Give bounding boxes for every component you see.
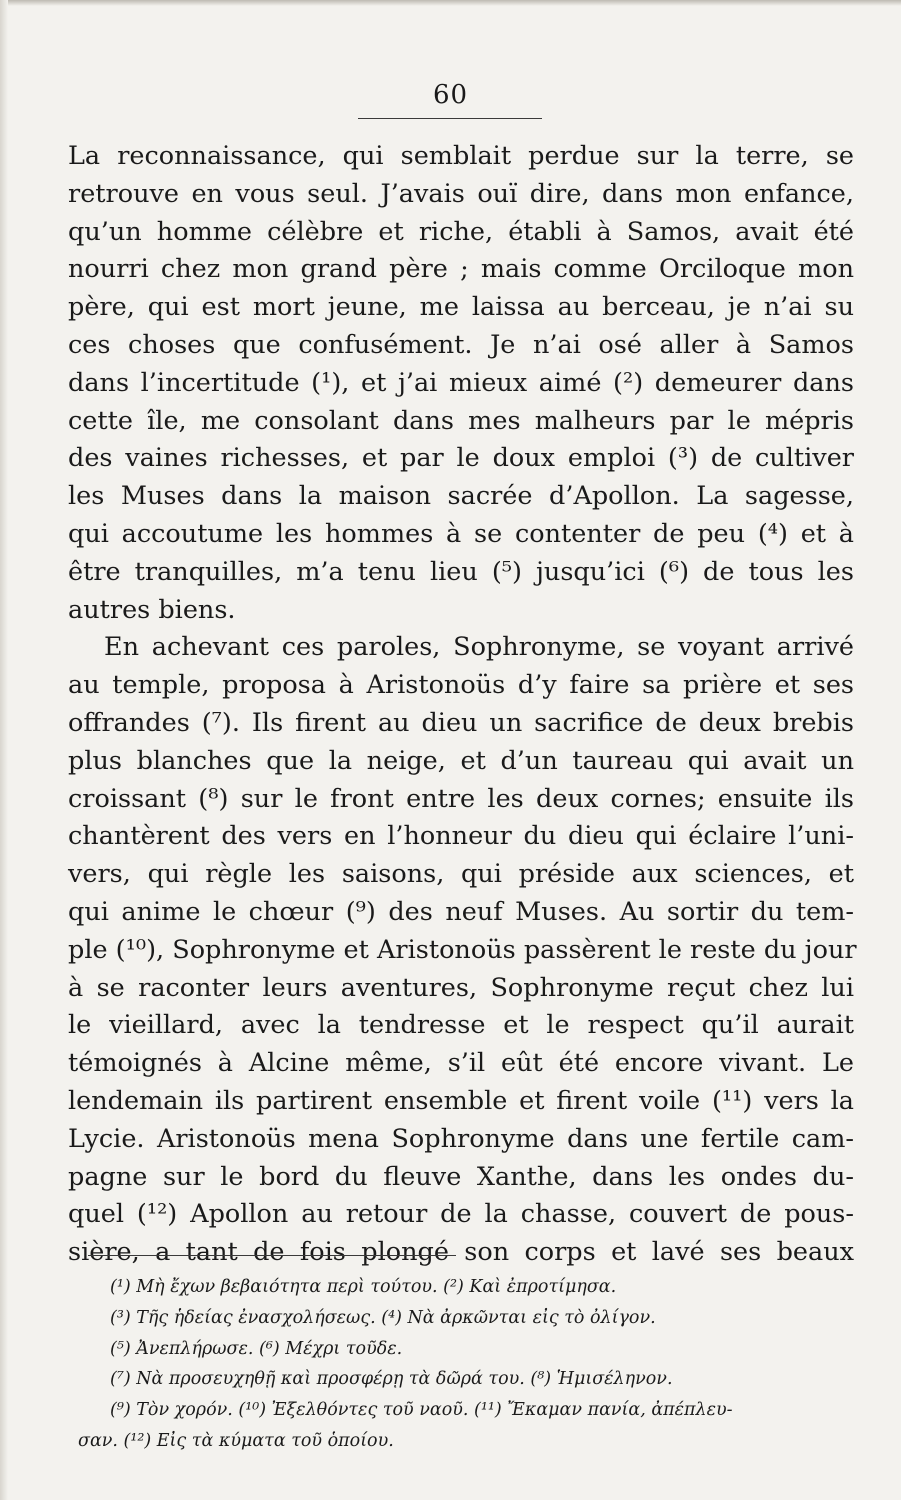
text-line: père, qui est mort jeune, me laissa au berceau, je n’ai su [68, 292, 854, 323]
footnotes [78, 1272, 858, 1457]
text-line: autres biens. [68, 594, 236, 625]
text-line: être tranquilles, m’a tenu lieu (⁵) jusqu’ici (⁶) de tous les [68, 556, 854, 587]
text-line: vers, qui règle les saisons, qui préside aux sciences, et [68, 859, 854, 890]
text-line: retrouve en vous seul. J’avais ouï dire, dans mon enfance, [68, 178, 854, 209]
footnote-line: (³) Τῆς ἡδείας ἐνασχολήσεως. (⁴) Νὰ ἀρκῶνται εἰς τὸ ὀλίγον. [110, 1307, 656, 1328]
text-line: pagne sur le bord du fleuve Xanthe, dans les ondes du- [68, 1161, 854, 1192]
text-line: plus blanches que la neige, et d’un taureau qui avait un [68, 745, 854, 776]
page-number: 60 [432, 80, 469, 110]
text-line: dans l’incertitude (¹), et j’ai mieux aimé (²) demeurer dans [68, 367, 854, 398]
footnote-line: (⁹) Τὸν χορόν. (¹⁰) Ἐξελθόντες τοῦ ναοῦ. (¹¹) Ἔκαμαν πανία, ἀπέπλευ- [110, 1400, 733, 1421]
text-line: qui accoutume les hommes à se contenter de peu (⁴) et à [68, 518, 854, 549]
text-line: sière, a tant de fois plongé son corps et lavé ses beaux [68, 1237, 854, 1268]
text-line: La reconnaissance, qui semblait perdue sur la terre, se [68, 141, 854, 171]
text-line: qui anime le chœur (⁹) des neuf Muses. Au sortir du tem- [68, 896, 854, 927]
text-line: Lycie. Aristonoüs mena Sophronyme dans une fertile cam- [68, 1123, 854, 1154]
page-top-edge [0, 0, 901, 6]
text-line: nourri chez mon grand père ; mais comme Orciloque mon [68, 254, 854, 285]
text-line: quel (¹²) Apollon au retour de la chasse, couvert de pous- [68, 1199, 854, 1230]
text-line: qu’un homme célèbre et riche, établi à Samos, avait été [68, 216, 854, 247]
text-line: En achevant ces paroles, Sophronyme, se voyant arrivé [104, 632, 854, 663]
main-text [68, 138, 857, 1272]
text-line: le vieillard, avec la tendresse et le respect qu’il aurait [68, 1010, 854, 1041]
footnote-line: σαν. (¹²) Εἰς τὰ κύματα τοῦ ὁποίου. [78, 1430, 394, 1451]
text-line: témoignés à Alcine même, s’il eût été encore vivant. Le [68, 1048, 854, 1079]
text-line: offrandes (⁷). Ils firent au dieu un sacrifice de deux brebis [68, 707, 854, 738]
header-rule [358, 118, 542, 119]
text-line: ces choses que confusément. Je n’ai osé aller à Samos [68, 329, 854, 360]
text-line: à se raconter leurs aventures, Sophronyme reçut chez lui [68, 972, 854, 1003]
footnote-line: (⁵) Ἀνεπλήρωσε. (⁶) Μέχρι τοῦδε. [110, 1338, 403, 1359]
text-line: cette île, me consolant dans mes malheurs par le mépris [68, 405, 854, 436]
text-line: les Muses dans la maison sacrée d’Apollon. La sagesse, [68, 481, 854, 512]
footnote-line: (¹) Μὴ ἔχων βεβαιότητα περὶ τούτου. (²) Καὶ ἐπροτίμησα. [110, 1277, 617, 1297]
text-line: croissant (⁸) sur le front entre les deux cornes; ensuite ils [68, 783, 854, 814]
text-line: au temple, proposa à Aristonoüs d’y faire sa prière et ses [68, 670, 854, 701]
text-line: ple (¹⁰), Sophronyme et Aristonoüs passèrent le reste du jour [68, 934, 857, 965]
text-line: lendemain ils partirent ensemble et firent voile (¹¹) vers la [68, 1085, 854, 1116]
page-left-edge [0, 0, 8, 1500]
footnote-line: (⁷) Νὰ προσευχηθῇ καὶ προσφέρῃ τὰ δῶρά του. (⁸) Ἡμισέληνον. [110, 1369, 673, 1390]
text-line: chantèrent des vers en l’honneur du dieu qui éclaire l’uni- [68, 821, 854, 852]
footnote-rule [88, 1255, 456, 1256]
text-line: des vaines richesses, et par le doux emploi (³) de cultiver [68, 443, 854, 474]
